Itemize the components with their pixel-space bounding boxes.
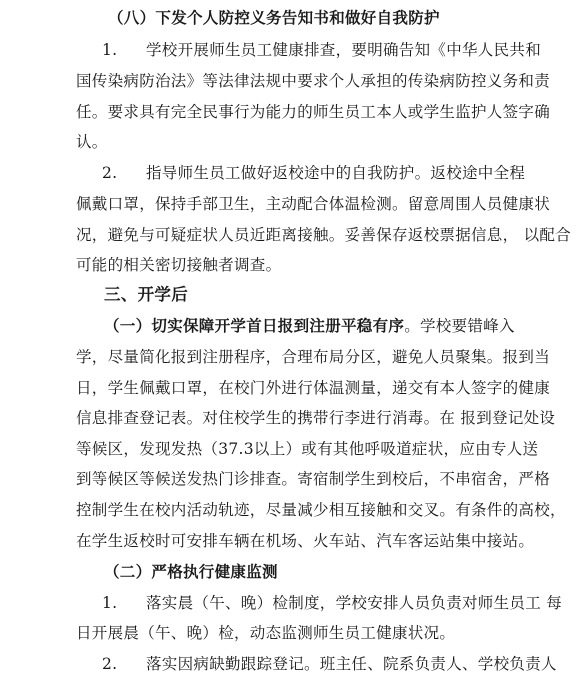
paragraph-line: 信息排查登记表。对住校学生的携带行李进行消毒。在 报到登记处设	[76, 409, 556, 427]
paragraph-line: 等候区，发现发热（37.3以上）或有其他呼吸道症状，应由专人送	[76, 440, 539, 458]
section-heading-2: （二）严格执行健康监测	[104, 562, 278, 581]
section-heading-1-line	[104, 316, 515, 336]
paragraph-number: 1.	[102, 594, 118, 612]
paragraph-line: 控制学生在校内活动轨迹，尽量减少相互接触和交叉。有条件的高校，	[76, 501, 566, 519]
paragraph-number: 2.	[102, 655, 118, 673]
paragraph-line: 日，学生佩戴口罩，在校门外进行体温测量，递交有本人签字的健康	[76, 379, 551, 397]
paragraph-line: 在学生返校时可安排车辆在机场、火车站、汽车客运站集中接站。	[76, 532, 535, 550]
paragraph-line: 日开展晨（午、晚）检，动态监测师生员工健康状况。	[76, 624, 456, 642]
paragraph-line: 学，尽量简化报到注册程序，合理布局分区，避免人员聚集。报到当	[76, 348, 551, 366]
paragraph-line: 认。	[76, 133, 108, 151]
paragraph-line: 落实因病缺勤跟踪登记。班主任、院系负责人、学校负责人	[146, 655, 557, 673]
paragraph-line: 任。要求具有完全民事行为能力的师生员工本人或学生监护人签字确	[76, 103, 551, 121]
paragraph-number: 1.	[102, 41, 118, 59]
paragraph-line: 指导师生员工做好返校途中的自我防护。返校途中全程	[146, 164, 526, 182]
paragraph-line: 学校开展师生员工健康排查，要明确告知《中华人民共和	[146, 41, 542, 59]
section-heading-1: （一）切实保障开学首日报到注册平稳有序	[104, 316, 405, 335]
paragraph-line: 况，避免与可疑症状人员近距离接触。妥善保存返校票据信息， 以配合	[76, 226, 572, 244]
paragraph-line: 佩戴口罩，保持手部卫生，主动配合体温检测。留意周围人员健康状	[76, 195, 551, 213]
paragraph-line: 国传染病防治法》等法律法规中要求个人承担的传染病防控义务和责	[76, 72, 551, 90]
section-heading-8: （八）下发个人防控义务告知书和做好自我防护	[108, 8, 440, 27]
paragraph-line: 可能的相关密切接触者调查。	[76, 256, 282, 274]
paragraph-line: 落实晨（午、晚）检制度，学校安排人员负责对师生员工 每	[146, 594, 563, 612]
paragraph-line: 到等候区等候送发热门诊排查。寄宿制学生到校后，不串宿舍，严格	[76, 470, 551, 488]
major-heading: 三、开学后	[104, 285, 188, 304]
section-heading-1-tail: 。学校要错峰入	[404, 317, 515, 335]
paragraph-number: 2.	[102, 164, 118, 182]
